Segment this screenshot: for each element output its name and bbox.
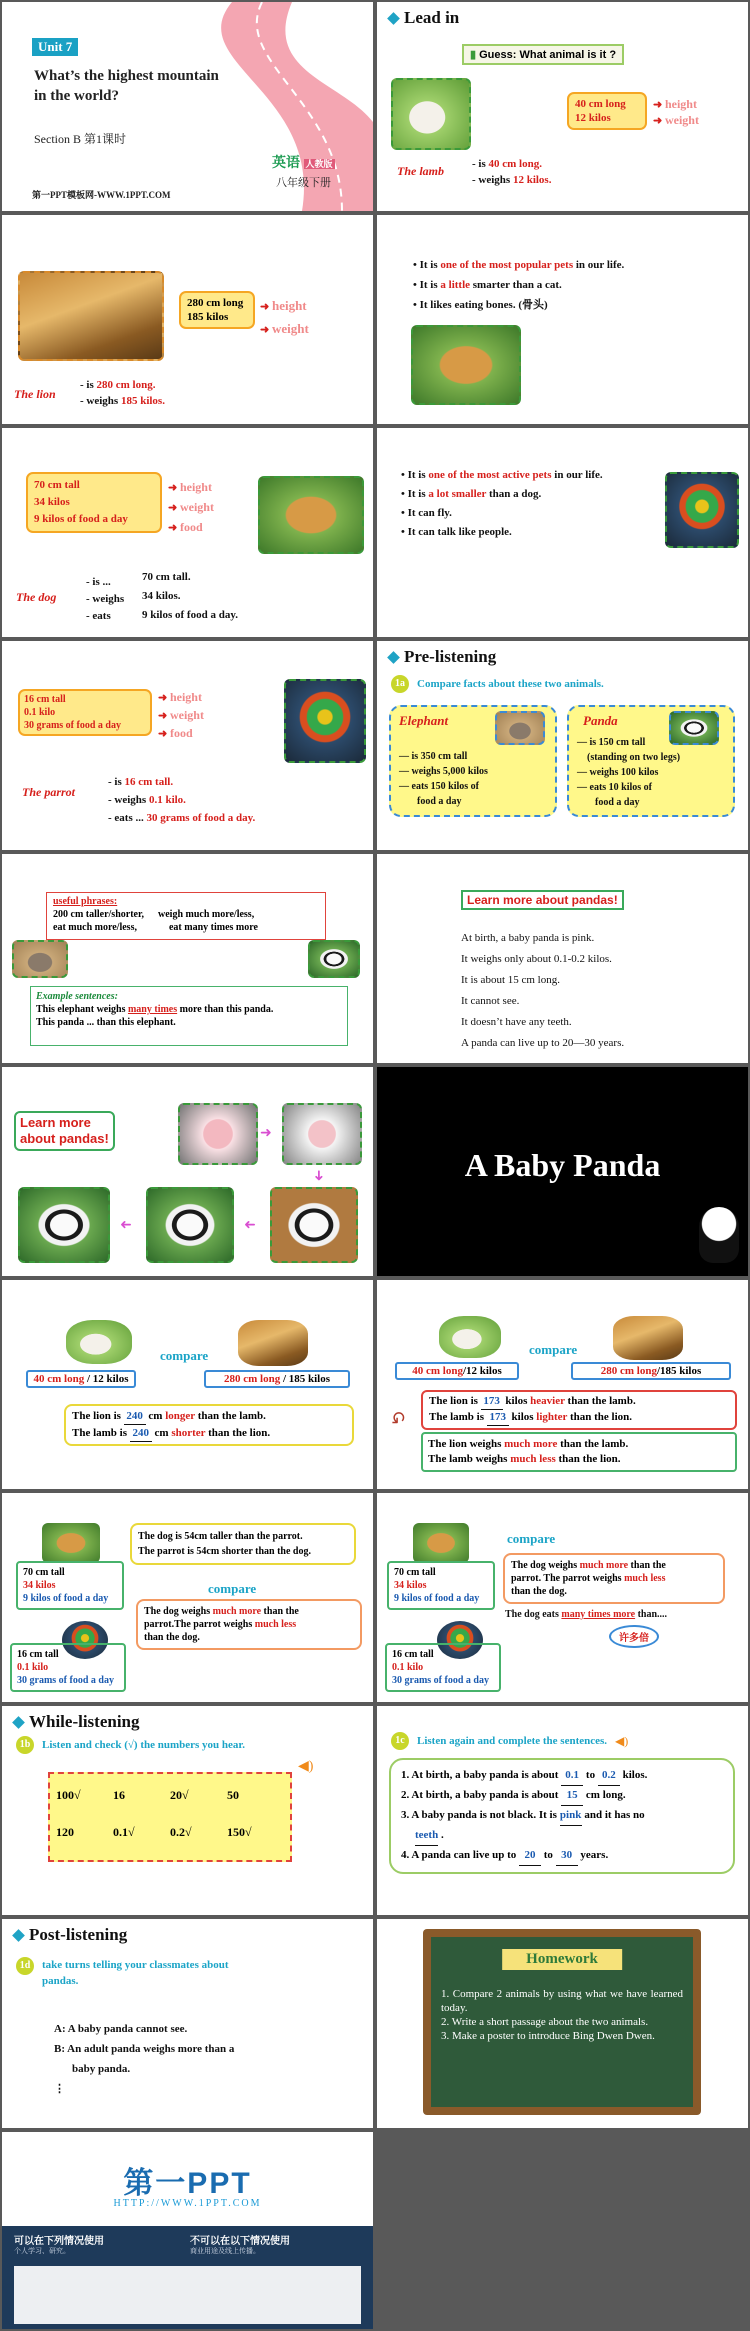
dog-image bbox=[411, 325, 521, 405]
arrow-down-icon: ➜ bbox=[310, 1169, 326, 1182]
footer-label: 第一PPT模板网-WWW.1PPT.COM bbox=[32, 190, 171, 200]
dog-facts-box: 70 cm tall 34 kilos 9 kilos of food a day bbox=[26, 472, 162, 533]
footer-panel bbox=[2, 2226, 373, 2329]
baby-panda-image bbox=[178, 1103, 258, 1165]
check-icon: ▮ bbox=[470, 49, 477, 61]
height-answer-box: The dog is 54cm taller than the parrot. The parrot is 54cm shorter than the dog. bbox=[130, 1523, 356, 1565]
weight-answer-box: The dog weighs much more than the parrot.The parrot weighs much less than the dog. bbox=[136, 1599, 362, 1650]
section-heading: Post-listening bbox=[14, 1925, 127, 1945]
animal-label: The lion bbox=[14, 387, 56, 401]
lion-sentences: - is 280 cm long. - weighs 185 kilos. bbox=[80, 379, 165, 407]
slide-homework[interactable] bbox=[377, 1919, 748, 2128]
parrot-facts-box: 16 cm tall 0.1 kilo 30 grams of food a day bbox=[18, 689, 152, 736]
dog-image bbox=[413, 1523, 469, 1563]
answer-box: The lion is 240 cm longer than the lamb. The lamb is 240 cm shorter than the lion. bbox=[64, 1404, 354, 1446]
video-title: A Baby Panda bbox=[464, 1147, 661, 1183]
attribute-arrows: ➜ height ➜ weight ➜ food bbox=[168, 478, 214, 538]
slide-dog-compare[interactable] bbox=[2, 428, 373, 637]
slide-dog-vs-parrot-food[interactable] bbox=[377, 1493, 748, 1702]
footer-links-area bbox=[14, 2266, 361, 2324]
phrases-box: useful phrases: 200 cm taller/shorter, weigh much more/less, eat much more/less, eat many times more bbox=[46, 892, 326, 940]
slide-panda-facts[interactable] bbox=[377, 854, 748, 1063]
blackboard bbox=[431, 1937, 693, 2107]
lion-box: 280 cm long/185 kilos bbox=[571, 1362, 731, 1380]
disallowed-text: 商业用途及线上传播。 bbox=[190, 2247, 260, 2255]
learn-more-title: Learn more about pandas! bbox=[14, 1111, 115, 1151]
answer-box-much-more: The lion weighs much more than the lamb. The lamb weighs much less than the lion. bbox=[421, 1432, 737, 1472]
answer-box-heavier: The lion is 173 kilos heavier than the lamb. The lamb is 173 kilos lighter than the lion. bbox=[421, 1390, 737, 1430]
young-panda-image bbox=[270, 1187, 358, 1263]
lamb-image bbox=[391, 78, 471, 150]
disallowed-title: 不可以在以下情况使用 bbox=[190, 2236, 290, 2247]
allowed-text: 个人学习、研究。 bbox=[14, 2247, 70, 2255]
dog-image bbox=[42, 1523, 100, 1563]
slide-lion[interactable] bbox=[2, 215, 373, 424]
section-heading: Pre-listening bbox=[389, 647, 496, 667]
newborn-panda-image bbox=[282, 1103, 362, 1165]
brand-label: 英语 人教版 bbox=[272, 156, 333, 171]
brand-logo: 第一PPT bbox=[123, 2167, 252, 2200]
panda-card: Panda — is 150 cm tall (standing on two legs) — weighs 100 kilos — eats 10 kilos of food a day bbox=[567, 705, 735, 817]
lion-image bbox=[613, 1316, 683, 1360]
slide-compare-lamb-lion[interactable] bbox=[2, 1280, 373, 1489]
grade-label: 八年级下册 bbox=[276, 177, 331, 189]
slide-listen-again[interactable] bbox=[377, 1706, 748, 1915]
weight-answer-box: The dog weighs much more than the parrot. The parrot weighs much less than the dog. bbox=[503, 1553, 725, 1604]
animal-label: The lamb bbox=[397, 164, 444, 178]
parrot-facts-box: 16 cm tall 0.1 kilo 30 grams of food a day bbox=[385, 1643, 501, 1692]
lamb-image bbox=[66, 1320, 132, 1364]
homework-list: 1. Compare 2 animals by using what we have learned today. 2. Write a short passage about the two animals. 3. Make a poster to introduce Bing Dwen Dwen. bbox=[441, 1988, 683, 2042]
lamb-facts-box: 40 cm long 12 kilos bbox=[567, 92, 647, 130]
slide-title-text: What’s the highest mountain in the world? bbox=[34, 68, 219, 104]
task-number: 1a bbox=[391, 675, 409, 693]
animal-label: The parrot bbox=[22, 785, 76, 799]
arrow-left-icon: ➜ bbox=[120, 1218, 132, 1233]
section-heading: While-listening bbox=[14, 1712, 140, 1732]
panda-cartoon-icon bbox=[699, 1207, 739, 1263]
lamb-image bbox=[439, 1316, 501, 1358]
number-item[interactable]: 0.1√ bbox=[113, 1825, 135, 1839]
numbers-grid bbox=[48, 1772, 292, 1862]
sentence-box: 1. At birth, a baby panda is about 0.1 to 0.2 kilos. 2. At birth, a baby panda is about 15 cm long. 3. A baby panda is not black. It is pink and it has no teeth . 4. A panda can live up to 20 to 30 years. bbox=[389, 1758, 735, 1874]
arrow-right-icon: ➜ bbox=[260, 1126, 272, 1141]
panda-image bbox=[308, 940, 360, 978]
attribute-arrows: ➜ height ➜ weight bbox=[653, 97, 699, 129]
lion-image bbox=[18, 271, 164, 361]
slide-useful-phrases[interactable] bbox=[2, 854, 373, 1063]
dog-bullets: • It is one of the most popular pets in our life. • It is a little smarter than a cat. • It likes eating bones. (骨头) bbox=[413, 255, 743, 315]
slide-compare-weights[interactable] bbox=[377, 1280, 748, 1489]
slide-dog-facts[interactable] bbox=[377, 215, 748, 424]
lion-facts-box: 280 cm long 185 kilos bbox=[179, 291, 255, 329]
task-1b: 1b Listen and check (√) the numbers you hear. bbox=[16, 1736, 245, 1754]
panda-cub-image bbox=[146, 1187, 234, 1263]
task-1a: 1a Compare facts about these two animals. bbox=[391, 675, 604, 693]
parrot-image bbox=[284, 679, 366, 763]
parrot-bullets: • It is one of the most active pets in our life. • It is a lot smaller than a dog. • It can fly. • It can talk like people. bbox=[401, 466, 651, 542]
unit-badge: Unit 7 bbox=[32, 38, 78, 56]
number-item[interactable]: 100√ bbox=[56, 1788, 81, 1802]
number-item[interactable]: 16 bbox=[113, 1788, 125, 1802]
dog-sentence-values: 70 cm tall. 34 kilos. 9 kilos of food a day. bbox=[142, 571, 238, 621]
example-box: Example sentences: This elephant weighs many times more than this panda. This panda ... than this elephant. bbox=[30, 986, 348, 1046]
elephant-image bbox=[12, 940, 68, 978]
slide-panda-pictures[interactable] bbox=[2, 1067, 373, 1276]
slide-brand[interactable] bbox=[2, 2132, 373, 2329]
road-graphic bbox=[142, 2, 373, 211]
lamb-box: 40 cm long/12 kilos bbox=[395, 1362, 519, 1380]
slide-pre-listening[interactable] bbox=[377, 641, 748, 850]
compare-label: compare bbox=[507, 1531, 556, 1546]
guess-box: ▮ Guess: What animal is it ? bbox=[462, 44, 624, 65]
number-item[interactable]: 50 bbox=[227, 1788, 239, 1802]
arrow-left-icon-2: ➜ bbox=[244, 1218, 256, 1233]
number-item[interactable]: 20√ bbox=[170, 1788, 189, 1802]
number-item[interactable]: 150√ bbox=[227, 1825, 252, 1839]
dog-facts-box: 70 cm tall 34 kilos 9 kilos of food a day bbox=[16, 1561, 124, 1610]
animal-label: The dog bbox=[16, 590, 57, 604]
elephant-card: Elephant — is 350 cm tall — weighs 5,000 kilos — eats 150 kilos of food a day bbox=[389, 705, 557, 817]
section-label: Section B 第1课时 bbox=[34, 132, 126, 146]
dog-sentence-labels: - is ... - weighs - eats bbox=[86, 576, 125, 622]
speaker-icon[interactable]: ◀) bbox=[615, 1733, 629, 1748]
slide-while-listening[interactable] bbox=[2, 1706, 373, 1915]
slide-parrot-facts[interactable] bbox=[377, 428, 748, 637]
attribute-arrows: ➜ height ➜ weight bbox=[260, 295, 309, 341]
panda-facts-title: Learn more about pandas! bbox=[461, 890, 624, 910]
task-1c: 1c Listen again and complete the sentences. ◀) bbox=[391, 1732, 628, 1750]
elephant-image bbox=[495, 711, 545, 745]
compare-label: compare bbox=[529, 1342, 578, 1357]
compare-label: compare bbox=[160, 1348, 209, 1363]
lamb-sentences: - is 40 cm long. - weighs 12 kilos. bbox=[472, 158, 552, 186]
brand-url[interactable]: HTTP://WWW.1PPT.COM bbox=[113, 2198, 262, 2209]
slide-parrot-compare[interactable] bbox=[2, 641, 373, 850]
parrot-sentences: - is 16 cm tall. - weighs 0.1 kilo. - eats ... 30 grams of food a day. bbox=[108, 776, 256, 824]
homework-title: Homework bbox=[502, 1949, 622, 1970]
speaker-icon[interactable]: ◀) bbox=[298, 1759, 314, 1774]
dog-facts-box: 70 cm tall 34 kilos 9 kilos of food a day bbox=[387, 1561, 495, 1610]
slide-dog-vs-parrot[interactable] bbox=[2, 1493, 373, 1702]
panda-facts-list: At birth, a baby panda is pink. It weighs only about 0.1-0.2 kilos. It is about 15 cm long. It cannot see. It doesn’t have any teeth. A panda can live up to 20—30 years. bbox=[461, 932, 625, 1049]
slide-lead-in-lamb[interactable] bbox=[377, 2, 748, 211]
curved-arrow-icon: ↺ bbox=[391, 1407, 407, 1427]
dialogue: A: A baby panda cannot see. B: An adult panda weighs more than a baby panda. ⋮ bbox=[54, 2023, 235, 2095]
slide-title[interactable] bbox=[2, 2, 373, 211]
lamb-box: 40 cm long / 12 kilos bbox=[26, 1370, 136, 1388]
lion-box: 280 cm long / 185 kilos bbox=[204, 1370, 350, 1388]
slide-post-listening[interactable] bbox=[2, 1919, 373, 2128]
dog-image bbox=[258, 476, 364, 554]
task-1d: 1d take turns telling your classmates about pandas. bbox=[16, 1957, 229, 1989]
number-item[interactable]: 0.2√ bbox=[170, 1825, 192, 1839]
parrot-facts-box: 16 cm tall 0.1 kilo 30 grams of food a day bbox=[10, 1643, 126, 1692]
attribute-arrows: ➜ height ➜ weight ➜ food bbox=[158, 689, 204, 743]
section-heading: Lead in bbox=[389, 8, 459, 28]
lion-image bbox=[238, 1320, 308, 1366]
allowed-title: 可以在下列情况使用 bbox=[14, 2236, 104, 2247]
number-item[interactable]: 120 bbox=[56, 1825, 74, 1839]
blackboard-frame bbox=[423, 1929, 701, 2115]
compare-label: compare bbox=[208, 1581, 257, 1596]
food-sentence: The dog eats many times more than.... bbox=[505, 1609, 668, 1620]
adult-panda-image bbox=[18, 1187, 110, 1263]
slide-video-title[interactable] bbox=[377, 1067, 748, 1276]
hint-cloud: 许多倍 bbox=[609, 1625, 659, 1648]
parrot-image bbox=[665, 472, 739, 548]
